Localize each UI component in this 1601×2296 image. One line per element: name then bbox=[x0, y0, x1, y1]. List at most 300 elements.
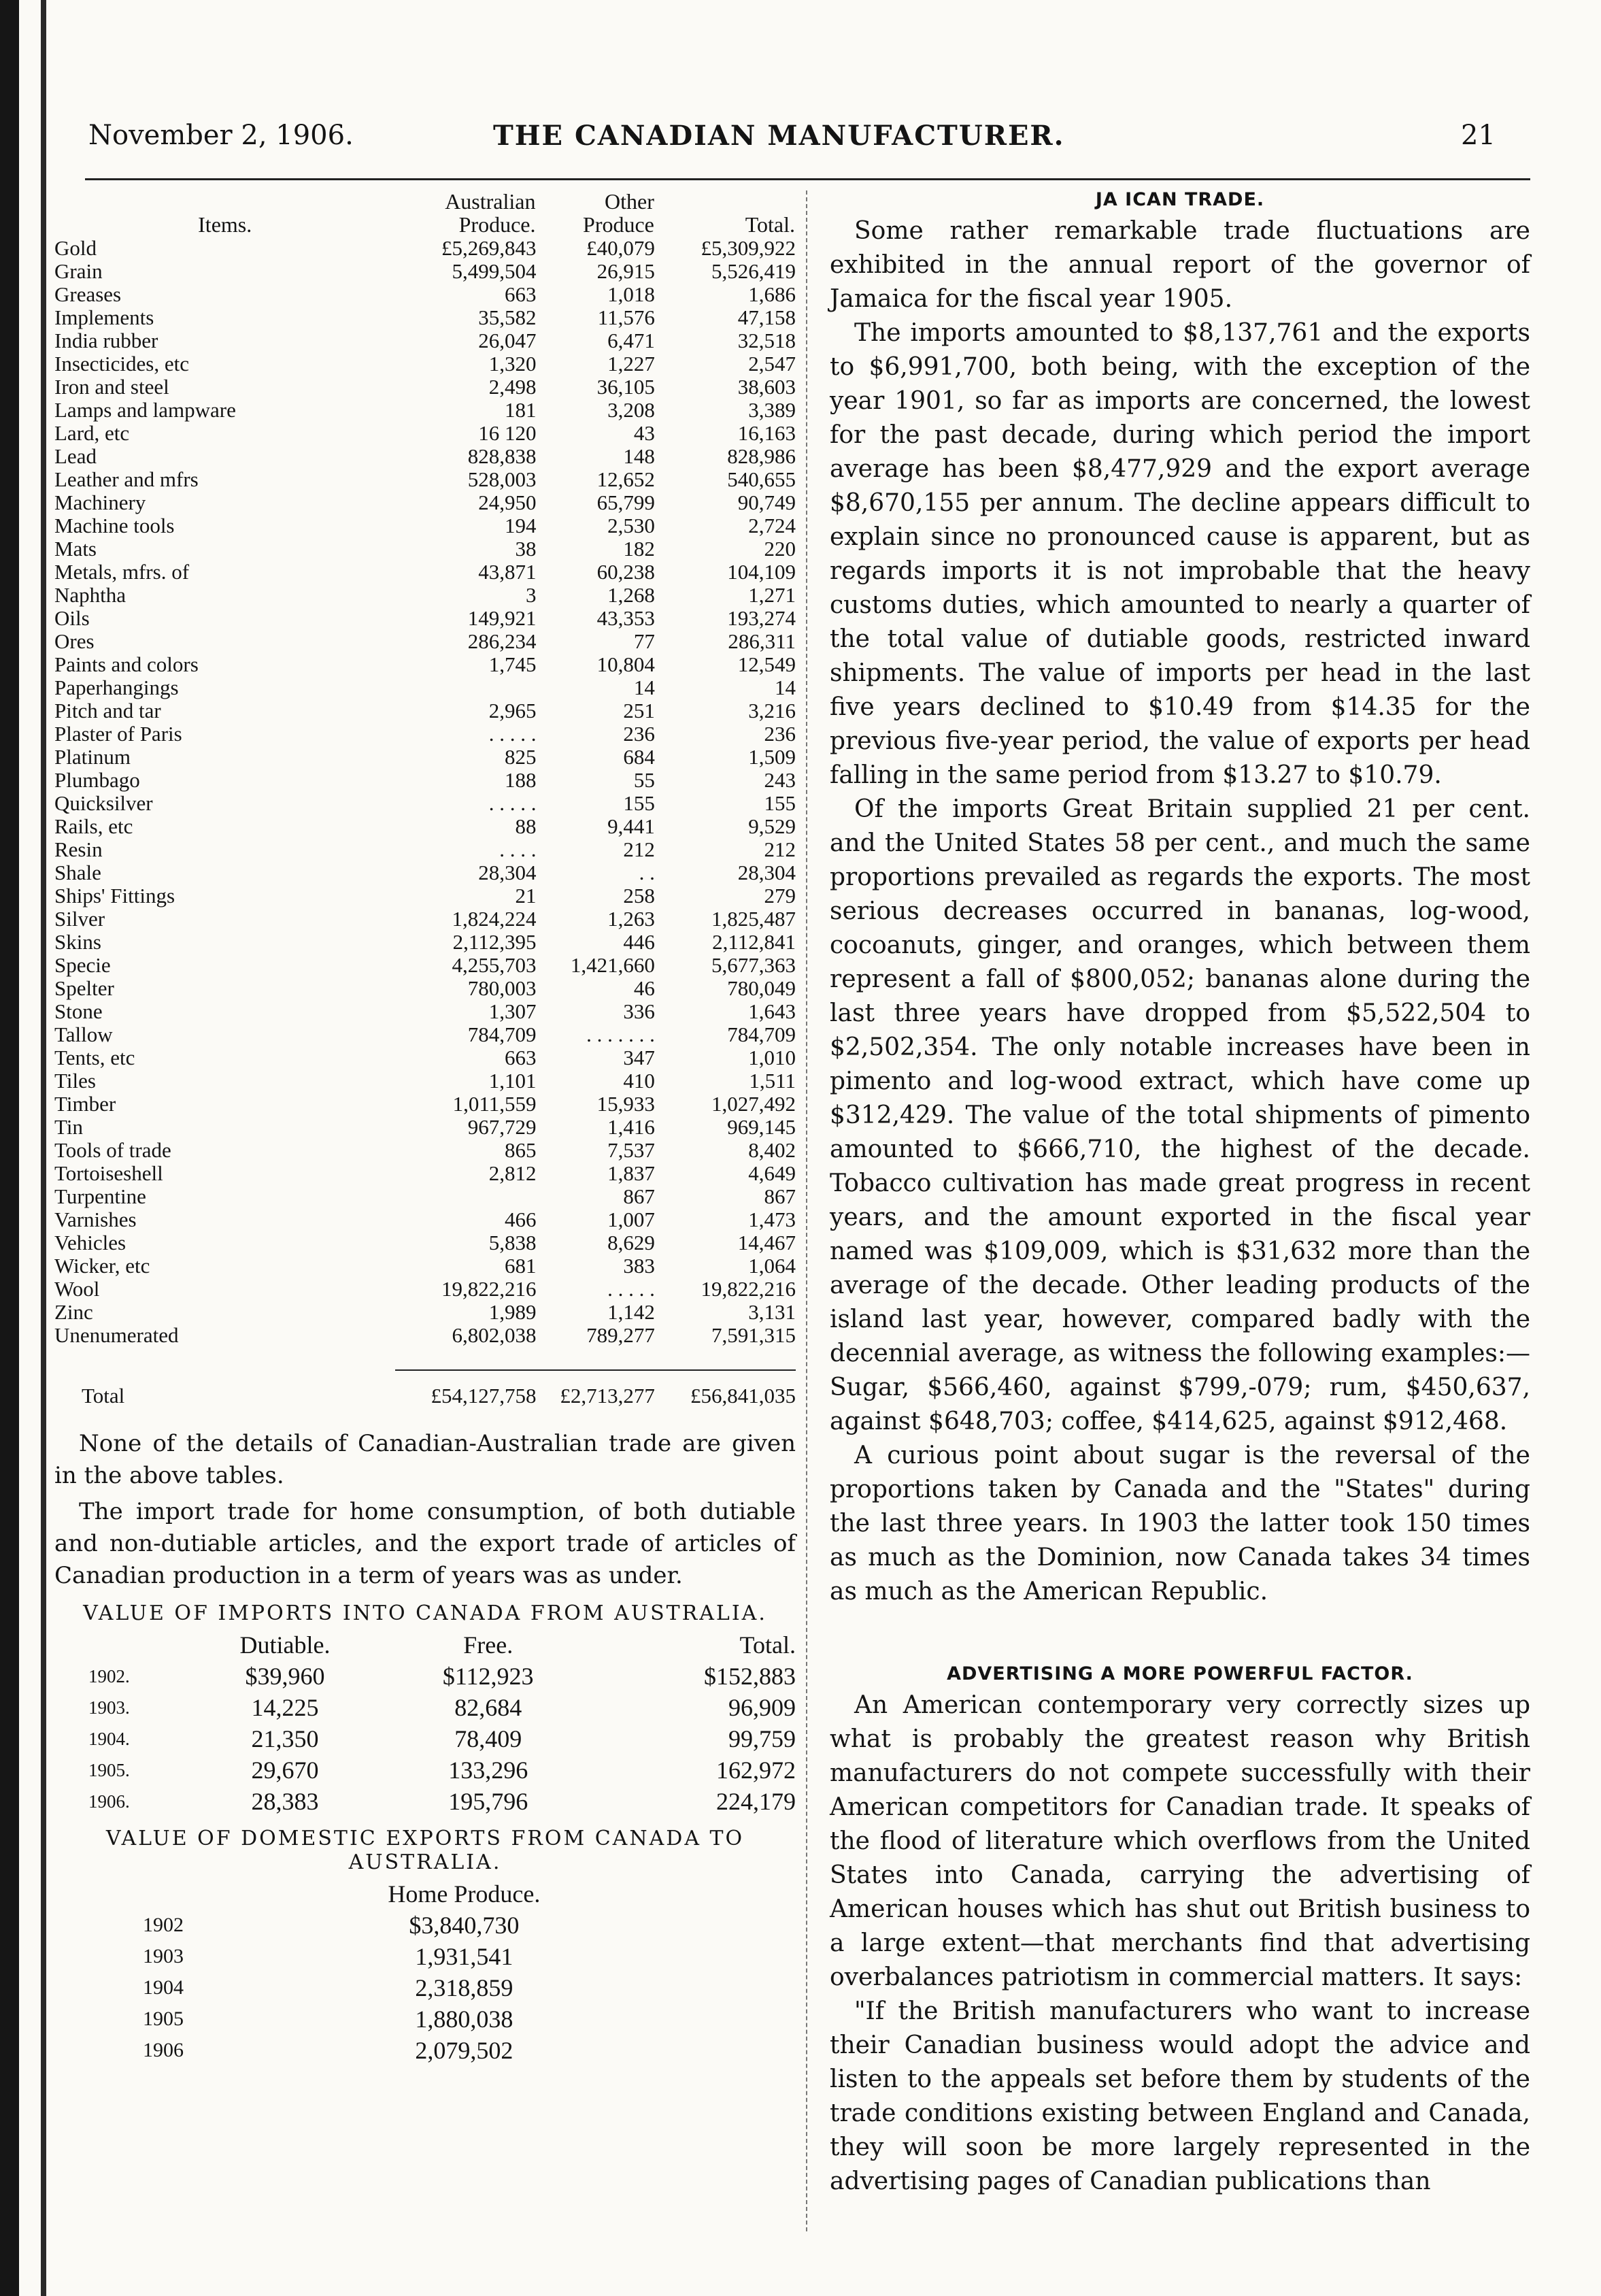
imports-caption: VALUE OF IMPORTS INTO CANADA FROM AUSTRALIA. bbox=[83, 1601, 767, 1625]
other-value: 14 bbox=[633, 676, 655, 699]
other-value: 15,933 bbox=[596, 1092, 655, 1116]
table-row bbox=[54, 1000, 796, 1023]
other-value: 12,652 bbox=[596, 467, 655, 491]
other-value: 684 bbox=[623, 745, 655, 769]
australian-value: 663 bbox=[504, 282, 537, 306]
australian-value: 149,921 bbox=[467, 606, 537, 630]
total-value: 193,274 bbox=[727, 606, 796, 630]
total-value: 14 bbox=[775, 676, 796, 699]
item-name: Paints and colors bbox=[54, 653, 199, 676]
item-name: Grain bbox=[54, 260, 103, 283]
total-value: 19,822,216 bbox=[701, 1277, 796, 1301]
item-name: Leather and mfrs bbox=[54, 468, 199, 491]
other-value: 2,530 bbox=[607, 514, 655, 537]
australian-value: 35,582 bbox=[478, 305, 537, 329]
total-value: 2,112,841 bbox=[712, 930, 796, 954]
total-value: 969,145 bbox=[727, 1115, 796, 1139]
year: 1905. bbox=[88, 1760, 130, 1780]
table-row bbox=[54, 399, 796, 422]
total-value: 1,509 bbox=[748, 745, 796, 769]
item-name: Lead bbox=[54, 445, 97, 468]
other-value: 3,208 bbox=[607, 398, 655, 422]
total-value: 286,311 bbox=[728, 629, 796, 653]
australian-value: 181 bbox=[504, 398, 537, 422]
other-value: 1,416 bbox=[607, 1115, 655, 1139]
table-row bbox=[54, 630, 796, 653]
item-name: Iron and steel bbox=[54, 376, 169, 399]
other-value: 258 bbox=[623, 884, 655, 908]
total-value: 9,529 bbox=[748, 814, 796, 838]
australian-value: 825 bbox=[504, 745, 537, 769]
grand-total: £56,841,035 bbox=[690, 1384, 796, 1408]
other-value: 336 bbox=[623, 999, 655, 1023]
left-text bbox=[54, 1428, 796, 1592]
australian-value: . . . . . bbox=[488, 791, 537, 815]
other-value: 1,268 bbox=[607, 583, 655, 607]
table-row bbox=[54, 1254, 796, 1278]
table-row bbox=[54, 352, 796, 376]
col-total: Total. bbox=[739, 1631, 796, 1659]
col-other: Other Produce bbox=[583, 189, 654, 237]
other-value: 1,007 bbox=[607, 1208, 655, 1231]
total-value: 1,643 bbox=[748, 999, 796, 1023]
item-name: Tallow bbox=[54, 1023, 113, 1046]
australian-value: 88 bbox=[515, 814, 537, 838]
other-value: 43,353 bbox=[596, 606, 655, 630]
paragraph: Some rather remarkable trade fluctuations are exhibited in the annual report of the governor of Jamaica for the fiscal year 1905. bbox=[830, 217, 1530, 313]
table-row bbox=[54, 1754, 796, 1786]
paragraph: The import trade for home consumption, of both dutiable and non-dutiable articles, and the export trade of articles of Canadian production in a term of years was as under. bbox=[54, 1498, 796, 1589]
australian-value: 681 bbox=[504, 1254, 537, 1278]
table-row bbox=[143, 2003, 673, 2035]
page-edge-shadow bbox=[0, 0, 19, 2296]
other-value: 46 bbox=[633, 976, 655, 1000]
total-value: 104,109 bbox=[727, 560, 796, 584]
total-value: 220 bbox=[764, 537, 796, 561]
table-row bbox=[54, 861, 796, 884]
total-value: 47,158 bbox=[737, 305, 796, 329]
australian-value: 466 bbox=[504, 1208, 537, 1231]
table-row bbox=[54, 1116, 796, 1139]
other-value: 1,227 bbox=[607, 352, 655, 376]
australian-value: 528,003 bbox=[467, 467, 537, 491]
table-row bbox=[54, 1023, 796, 1046]
australian-value: 4,255,703 bbox=[452, 953, 537, 977]
total-value: 38,603 bbox=[737, 375, 796, 399]
australian-value: 1,824,224 bbox=[452, 907, 537, 931]
table-row bbox=[143, 1941, 673, 1972]
free-value: 133,296 bbox=[448, 1757, 528, 1784]
table-row bbox=[54, 1723, 796, 1754]
australian-value: 24,950 bbox=[478, 490, 537, 514]
total-value: 1,825,487 bbox=[711, 907, 796, 931]
advertising-heading: ADVERTISING A MORE POWERFUL FACTOR. bbox=[947, 1663, 1413, 1684]
table-row bbox=[54, 584, 796, 607]
item-name: Tin bbox=[54, 1116, 83, 1139]
total-value: 90,749 bbox=[737, 490, 796, 514]
other-value: 7,537 bbox=[607, 1138, 655, 1162]
item-name: Tents, etc bbox=[54, 1046, 135, 1069]
paragraph: "If the British manufacturers who want to increase their Canadian business would adopt the advice and listen to the appeals set before them by students of the trade conditions existing between England and Canada, they will soon be more largely represented in the advertising pages of Canadian publications than bbox=[830, 1997, 1530, 2195]
australian-value: 28,304 bbox=[478, 861, 537, 884]
year: 1903. bbox=[88, 1697, 130, 1718]
other-value: 446 bbox=[623, 930, 655, 954]
australian-value: 1,989 bbox=[488, 1300, 537, 1324]
australian-value: 16 120 bbox=[478, 421, 537, 445]
other-value: 36,105 bbox=[596, 375, 655, 399]
other-value: 11,576 bbox=[597, 305, 655, 329]
table-row bbox=[54, 815, 796, 838]
item-name: Skins bbox=[54, 931, 101, 954]
total-value: 828,986 bbox=[727, 444, 796, 468]
total-value: 96,909 bbox=[728, 1694, 796, 1721]
item-name: Insecticides, etc bbox=[54, 352, 189, 376]
table-row bbox=[54, 283, 796, 306]
total-value: 155 bbox=[764, 791, 796, 815]
home-produce-value: 1,931,541 bbox=[415, 1943, 513, 1970]
table-row bbox=[54, 1661, 796, 1692]
table-row bbox=[54, 1185, 796, 1208]
other-value: 1,263 bbox=[607, 907, 655, 931]
other-value: 155 bbox=[623, 791, 655, 815]
item-name: Metals, mfrs. of bbox=[54, 561, 190, 584]
total-value: 8,402 bbox=[748, 1138, 796, 1162]
total-value: 1,473 bbox=[748, 1208, 796, 1231]
item-name: Vehicles bbox=[54, 1231, 127, 1254]
item-name: Wicker, etc bbox=[54, 1254, 150, 1278]
other-value: 26,915 bbox=[596, 259, 655, 283]
other-value: 6,471 bbox=[607, 329, 655, 352]
total-value: 540,655 bbox=[727, 467, 796, 491]
exports-caption: VALUE OF DOMESTIC EXPORTS FROM CANADA TO AUSTRALIA. bbox=[105, 1827, 745, 1874]
other-value: 1,142 bbox=[607, 1300, 655, 1324]
australian-value: 1,307 bbox=[488, 999, 537, 1023]
total-value: 780,049 bbox=[727, 976, 796, 1000]
item-name: Unenumerated bbox=[54, 1324, 179, 1347]
table-row bbox=[54, 1069, 796, 1093]
paragraph: None of the details of Canadian-Australian trade are given in the above tables. bbox=[54, 1430, 796, 1489]
item-name: Paperhangings bbox=[54, 676, 179, 699]
header-title: THE CANADIAN MANUFACTURER. bbox=[493, 120, 1065, 152]
item-name: Varnishes bbox=[54, 1208, 137, 1231]
australian-value: 3 bbox=[525, 583, 537, 607]
item-name: Lamps and lampware bbox=[54, 399, 236, 422]
item-name: Lard, etc bbox=[54, 422, 130, 445]
table-row bbox=[54, 329, 796, 352]
item-name: Ores bbox=[54, 630, 95, 653]
trade-table bbox=[54, 189, 796, 1408]
item-name: India rubber bbox=[54, 329, 158, 352]
australian-value: 5,499,504 bbox=[452, 259, 537, 283]
australian-value: 2,812 bbox=[488, 1161, 537, 1185]
total-value: 12,549 bbox=[737, 652, 796, 676]
other-value: 9,441 bbox=[607, 814, 655, 838]
item-name: Quicksilver bbox=[54, 792, 153, 815]
home-produce-value: 2,079,502 bbox=[415, 2037, 513, 2064]
table-row bbox=[54, 260, 796, 283]
year: 1903 bbox=[143, 1945, 184, 1967]
total-value: 3,389 bbox=[748, 398, 796, 422]
home-produce-value: 2,318,859 bbox=[415, 1974, 513, 2001]
australian-value: 967,729 bbox=[467, 1115, 537, 1139]
australian-value: . . . . bbox=[499, 837, 537, 861]
australian-value: 2,112,395 bbox=[452, 930, 537, 954]
table-row bbox=[54, 977, 796, 1000]
table-row bbox=[54, 676, 796, 699]
table-row bbox=[54, 306, 796, 329]
other-value: 383 bbox=[623, 1254, 655, 1278]
item-name: Specie bbox=[54, 954, 111, 977]
jamaica-heading: JA ICAN TRADE. bbox=[1095, 189, 1265, 210]
australian-value: . . . . . bbox=[488, 722, 537, 746]
total-value: 2,547 bbox=[748, 352, 796, 376]
free-value: 82,684 bbox=[454, 1694, 522, 1721]
total-value: 7,591,315 bbox=[711, 1323, 796, 1347]
item-name: Resin bbox=[54, 838, 103, 861]
item-name: Gold bbox=[54, 237, 97, 260]
other-value: 236 bbox=[623, 722, 655, 746]
total-value: 243 bbox=[764, 768, 796, 792]
total-value: 99,759 bbox=[728, 1725, 796, 1752]
item-name: Machinery bbox=[54, 491, 146, 514]
item-name: Naphtha bbox=[54, 584, 127, 607]
other-value: 212 bbox=[623, 837, 655, 861]
australian-value: £5,269,843 bbox=[441, 236, 537, 260]
other-value: 43 bbox=[633, 421, 655, 445]
item-name: Greases bbox=[54, 283, 122, 306]
item-name: Implements bbox=[54, 306, 154, 329]
table-row bbox=[54, 792, 796, 815]
total-row bbox=[54, 1370, 796, 1408]
free-value: 78,409 bbox=[454, 1725, 522, 1752]
item-name: Tortoiseshell bbox=[54, 1162, 163, 1185]
item-name: Platinum bbox=[54, 746, 131, 769]
total-value: 3,216 bbox=[748, 699, 796, 722]
other-value: 55 bbox=[633, 768, 655, 792]
year: 1905 bbox=[143, 2008, 184, 2030]
item-name: Timber bbox=[54, 1093, 116, 1116]
table-row bbox=[143, 1910, 673, 1941]
header-rule bbox=[85, 178, 1530, 180]
other-value: 60,238 bbox=[596, 560, 655, 584]
col-free: Free. bbox=[463, 1631, 513, 1659]
col-dutiable: Dutiable. bbox=[239, 1631, 331, 1659]
exports-table bbox=[143, 1878, 673, 2066]
dutiable-value: 21,350 bbox=[251, 1725, 319, 1752]
table-row bbox=[54, 445, 796, 468]
total-value: 1,511 bbox=[749, 1069, 796, 1093]
page-number: 21 bbox=[1461, 120, 1496, 151]
paragraph: A curious point about sugar is the reversal of the proportions taken by Canada and the "States" during the last three years. In 1903 the latter took 150 times as much as the Dominion, now Canada takes 34 times as much as the American Republic. bbox=[830, 1442, 1530, 1605]
paragraph: An American contemporary very correctly sizes up what is probably the greatest reason why British manufacturers do not compete successfully with their American competitors for Canadian trade. It speaks of the flood of literature which overflows from the United States into Canada, carrying the advertising of American houses which has shut out British business to a large extent—that merchants find that advertising overbalances patriotism in commercial matters. It says: bbox=[830, 1691, 1530, 1991]
table-row bbox=[54, 1786, 796, 1817]
table-row bbox=[54, 1692, 796, 1723]
year: 1902. bbox=[88, 1666, 130, 1686]
other-value: 77 bbox=[633, 629, 655, 653]
total-value: $152,883 bbox=[704, 1663, 796, 1690]
table-row bbox=[54, 1301, 796, 1324]
total-value: 1,271 bbox=[748, 583, 796, 607]
total-value: 14,467 bbox=[737, 1231, 796, 1254]
dutiable-value: 28,383 bbox=[251, 1788, 319, 1815]
australian-value: 26,047 bbox=[478, 329, 537, 352]
table-row bbox=[54, 1046, 796, 1069]
other-value: . . . . . bbox=[607, 1277, 655, 1301]
total-value: 2,724 bbox=[748, 514, 796, 537]
dutiable-value: 14,225 bbox=[251, 1694, 319, 1721]
other-value: 347 bbox=[623, 1046, 655, 1069]
total-value: 1,027,492 bbox=[711, 1092, 796, 1116]
imports-table bbox=[54, 1629, 796, 1817]
table-row bbox=[54, 514, 796, 537]
table-row bbox=[54, 838, 796, 861]
other-value: 10,804 bbox=[596, 652, 655, 676]
table-row bbox=[54, 653, 796, 676]
item-name: Wool bbox=[54, 1278, 100, 1301]
dutiable-value: 29,670 bbox=[251, 1757, 319, 1784]
table-row bbox=[54, 1162, 796, 1185]
item-name: Stone bbox=[54, 1000, 103, 1023]
table-row bbox=[54, 722, 796, 746]
year: 1904. bbox=[88, 1729, 130, 1749]
australian-value: 188 bbox=[504, 768, 537, 792]
column-separator bbox=[806, 190, 807, 2231]
table-row bbox=[54, 1324, 796, 1347]
australian-value: 1,101 bbox=[488, 1069, 537, 1093]
item-name: Silver bbox=[54, 908, 105, 931]
total-value: 16,163 bbox=[737, 421, 796, 445]
table-row bbox=[54, 468, 796, 491]
australian-value: 1,745 bbox=[488, 652, 537, 676]
table-row bbox=[54, 931, 796, 954]
total-value: 28,304 bbox=[737, 861, 796, 884]
australian-value bbox=[395, 676, 536, 699]
australian-value: 1,320 bbox=[488, 352, 537, 376]
other-value: 1,018 bbox=[607, 282, 655, 306]
australian-value: 286,234 bbox=[467, 629, 537, 653]
total-value: 784,709 bbox=[727, 1022, 796, 1046]
item-name: Tools of trade bbox=[54, 1139, 171, 1162]
table-row bbox=[54, 884, 796, 908]
total-value: 236 bbox=[764, 722, 796, 746]
table-row bbox=[54, 422, 796, 445]
table-row bbox=[54, 537, 796, 561]
table-row bbox=[54, 1093, 796, 1116]
total-value: 5,526,419 bbox=[711, 259, 796, 283]
sum-rule bbox=[54, 1347, 796, 1370]
australian-value: 6,802,038 bbox=[452, 1323, 537, 1347]
total-value: 1,686 bbox=[748, 282, 796, 306]
table-row bbox=[54, 1278, 796, 1301]
year: 1906 bbox=[143, 2039, 184, 2061]
header-date: November 2, 1906. bbox=[88, 120, 354, 151]
australian-value: 828,838 bbox=[467, 444, 537, 468]
table-row bbox=[54, 237, 796, 260]
total-label: Total bbox=[82, 1383, 125, 1408]
other-value: 8,629 bbox=[607, 1231, 655, 1254]
col-total: Total. bbox=[745, 212, 795, 237]
table-row bbox=[54, 561, 796, 584]
total-value: 867 bbox=[764, 1184, 796, 1208]
item-name: Shale bbox=[54, 861, 101, 884]
australian-value: 2,965 bbox=[488, 699, 537, 722]
home-produce-value: 1,880,038 bbox=[415, 2006, 513, 2033]
item-name: Ships' Fittings bbox=[54, 884, 175, 908]
col-items: Items. bbox=[198, 212, 252, 237]
other-value: 867 bbox=[623, 1184, 655, 1208]
other-value: 1,421,660 bbox=[570, 953, 655, 977]
australian-value: 1,011,559 bbox=[452, 1092, 537, 1116]
item-name: Tiles bbox=[54, 1069, 96, 1093]
australian-value: 865 bbox=[504, 1138, 537, 1162]
total-value: 4,649 bbox=[748, 1161, 796, 1185]
item-name: Oils bbox=[54, 607, 90, 630]
item-name: Mats bbox=[54, 537, 97, 561]
table-row bbox=[54, 1208, 796, 1231]
left-column bbox=[54, 189, 796, 2066]
other-value: 182 bbox=[623, 537, 655, 561]
table-row bbox=[54, 491, 796, 514]
australian-value: 21 bbox=[515, 884, 537, 908]
total-value: 162,972 bbox=[716, 1757, 796, 1784]
table-row bbox=[54, 607, 796, 630]
total-australian: £54,127,758 bbox=[431, 1384, 537, 1408]
table-row bbox=[54, 1139, 796, 1162]
australian-value: 38 bbox=[515, 537, 537, 561]
australian-value: 663 bbox=[504, 1046, 537, 1069]
paragraph: The imports amounted to $8,137,761 and the exports to $6,991,700, both being, with the exception of the year 1901, so far as imports are concerned, the lowest for the past decade, during which period the import average has been $8,477,929 and the export average $8,670,155 per annum. The decline appears difficult to explain since no pronounced cause is apparent, but as regards imports it is not improbable that the heavy customs duties, which amounted to nearly a quarter of the total value of dutiable goods, restricted inward shipments. The value of imports per head in the last five years declined to $10.49 from $14.35 for the previous five-year period, the value of exports per head falling in the same period from $13.27 to $10.79. bbox=[830, 319, 1530, 789]
item-name: Spelter bbox=[54, 977, 114, 1000]
australian-value: 5,838 bbox=[488, 1231, 537, 1254]
right-column bbox=[830, 189, 1530, 2199]
year: 1902 bbox=[143, 1914, 184, 1936]
dutiable-value: $39,960 bbox=[245, 1663, 325, 1690]
other-value: 789,277 bbox=[586, 1323, 655, 1347]
item-name: Plaster of Paris bbox=[54, 722, 182, 746]
australian-value: 194 bbox=[504, 514, 537, 537]
total-value: 212 bbox=[764, 837, 796, 861]
table-row bbox=[54, 1231, 796, 1254]
paragraph: Of the imports Great Britain supplied 21 per cent. and the United States 58 per cent., and much the same proportions prevailed as regards the exports. The most serious decreases occurred in bananas, log-wood, cocoanuts, ginger, and oranges, which between them represent a fall of $800,052; bananas alone during the last three years have dropped from $5,522,504 to $2,502,354. The only notable increases have been in pimento and log-wood extract, which have come up $312,429. The value of the total shipments of pimento amounted to $666,710, the highest of the decade. Tobacco cultivation has made great progress in recent years, and the amount exported in the fiscal year named was $109,009, which is $31,632 more than the average of the decade. Other leading products of the island last year, however, compared badly with the decennial average, as witness the following examples:—Sugar, $566,460, against $799,-079; rum, $450,637, against $648,703; coffee, $414,625, against $912,468. bbox=[830, 795, 1530, 1435]
other-value: . . bbox=[639, 861, 655, 884]
item-name: Machine tools bbox=[54, 514, 175, 537]
table-row bbox=[143, 2035, 673, 2066]
total-other: £2,713,277 bbox=[560, 1384, 655, 1408]
australian-value bbox=[395, 1185, 536, 1208]
free-value: 195,796 bbox=[448, 1788, 528, 1815]
other-value: 251 bbox=[623, 699, 655, 722]
item-name: Pitch and tar bbox=[54, 699, 161, 722]
australian-value: 784,709 bbox=[467, 1022, 537, 1046]
other-value: . . . . . . . bbox=[586, 1022, 655, 1046]
australian-value: 19,822,216 bbox=[441, 1277, 537, 1301]
other-value: 410 bbox=[623, 1069, 655, 1093]
year: 1906. bbox=[88, 1791, 130, 1812]
item-name: Rails, etc bbox=[54, 815, 133, 838]
item-name: Zinc bbox=[54, 1301, 93, 1324]
australian-value: 2,498 bbox=[488, 375, 537, 399]
item-name: Turpentine bbox=[54, 1185, 146, 1208]
total-value: £5,309,922 bbox=[701, 236, 796, 260]
year: 1904 bbox=[143, 1976, 184, 1999]
australian-value: 43,871 bbox=[478, 560, 537, 584]
item-name: Plumbago bbox=[54, 769, 140, 792]
total-value: 279 bbox=[764, 884, 796, 908]
col-australian: Australian Produce. bbox=[445, 189, 536, 237]
other-value: 65,799 bbox=[596, 490, 655, 514]
home-produce-value: $3,840,730 bbox=[409, 1912, 520, 1939]
total-value: 224,179 bbox=[716, 1788, 796, 1815]
